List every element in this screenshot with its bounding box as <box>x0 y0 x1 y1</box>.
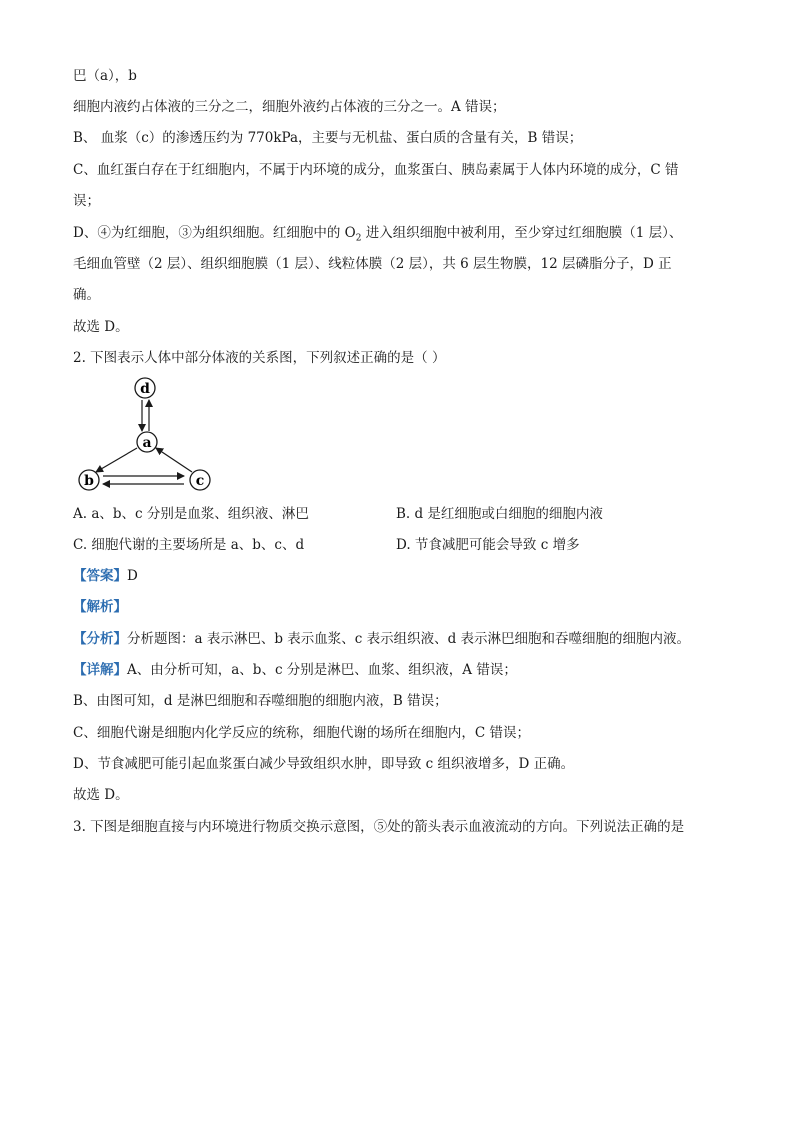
text-segment: D、④为红细胞，③为组织细胞。红细胞中的 O <box>73 225 356 241</box>
node-c-label: c <box>195 473 205 489</box>
text-line: 误； <box>73 193 100 209</box>
text-line: 故选 D。 <box>73 319 129 335</box>
node-a <box>137 432 157 452</box>
option-d: D. 节食减肥可能会导致 c 增多 <box>396 537 580 553</box>
text-line: 毛细血管壁（2 层）、组织细胞膜（1 层）、线粒体膜（2 层），共 6 层生物膜，12 层磷脂分子，D 正 <box>73 256 672 272</box>
answer-value: D <box>127 568 138 584</box>
text-line: B、 血浆（c）的渗透压约为 770kPa，主要与无机盐、蛋白质的含量有关，B 错误； <box>73 130 583 146</box>
text-line: C、血红蛋白存在于红细胞内，不属于内环境的成分，血浆蛋白、胰岛素属于人体内环境的成分，C 错 <box>73 162 679 178</box>
question-stem: 3. 下图是细胞直接与内环境进行物质交换示意图，⑤处的箭头表示血液流动的方向。下列说法正确的是 <box>73 819 685 835</box>
option-b: B. d 是红细胞或白细胞的细胞内液 <box>396 506 603 522</box>
text-line: 巴（a），b <box>73 68 137 84</box>
text-line: D、节食减肥可能引起血浆蛋白减少导致组织水肿，即导致 c 组织液增多，D 正确。 <box>73 756 575 772</box>
arrow-c-to-a <box>156 448 192 472</box>
node-b-label: b <box>84 473 94 489</box>
xiangjie-line <box>73 661 517 679</box>
text-line: B、由图可知，d 是淋巴细胞和吞噬细胞的细胞内液，B 错误； <box>73 693 448 709</box>
text-line: 故选 D。 <box>73 787 129 803</box>
fenxi-line <box>73 630 690 648</box>
node-d <box>135 378 155 398</box>
xiangjie-text: A、由分析可知，a、b、c 分别是淋巴、血浆、组织液，A 错误； <box>127 662 517 678</box>
option-c: C. 细胞代谢的主要场所是 a、b、c、d <box>73 537 305 553</box>
option-a: A. a、b、c 分别是血浆、组织液、淋巴 <box>73 506 309 522</box>
body-fluid-diagram <box>70 372 220 498</box>
node-a-label: a <box>142 435 152 451</box>
fenxi-text: 分析题图：a 表示淋巴、b 表示血浆、c 表示组织液、d 表示淋巴细胞和吞噬细胞的细胞内液。 <box>127 631 691 647</box>
node-b <box>79 470 99 490</box>
node-c <box>190 470 210 490</box>
text-segment: 进入组织细胞中被利用，至少穿过红细胞膜（1 层）、 <box>361 225 683 241</box>
text-line: 细胞内液约占体液的三分之二，细胞外液约占体液的三分之一。A 错误； <box>73 99 506 115</box>
fenxi-tag: 【分析】 <box>73 631 127 647</box>
answer-tag: 【答案】 <box>73 568 127 584</box>
arrow-a-to-b <box>96 448 137 472</box>
text-line: 确。 <box>73 287 100 303</box>
text-line <box>73 224 682 248</box>
text-line: C、细胞代谢是细胞内化学反应的统称，细胞代谢的场所在细胞内，C 错误； <box>73 725 530 741</box>
question-stem: 2. 下图表示人体中部分体液的关系图，下列叙述正确的是（ ） <box>73 350 446 366</box>
answer-line <box>73 567 138 585</box>
node-d-label: d <box>140 381 150 397</box>
xiangjie-tag: 【详解】 <box>73 662 127 678</box>
analysis-tag: 【解析】 <box>73 599 127 615</box>
subscript: 2 <box>355 233 362 244</box>
analysis-line <box>73 598 127 616</box>
